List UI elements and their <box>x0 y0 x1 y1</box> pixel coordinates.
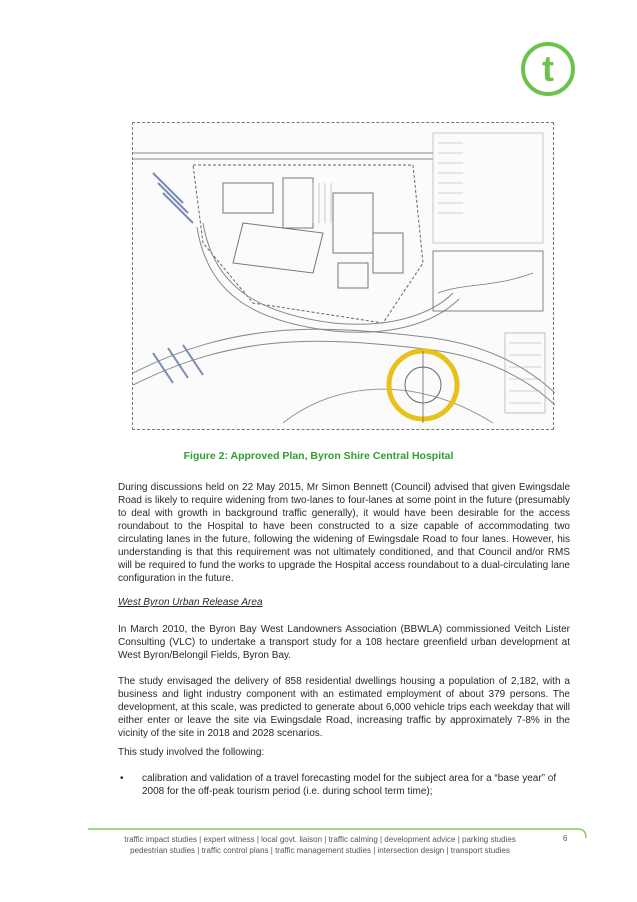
site-plan-drawing <box>133 123 555 431</box>
study-tasks-list <box>118 772 570 798</box>
paragraph-study-intro: This study involved the following: <box>118 747 265 758</box>
footer-services <box>100 834 540 856</box>
section-heading-west-byron: West Byron Urban Release Area <box>118 597 263 608</box>
company-logo <box>521 42 575 96</box>
bullet-icon: • <box>120 773 124 784</box>
list-item-text: calibration and validation of a travel forecasting model for the subject area for a “base year” of 2008 for the off-peak tourism period (i.e. during school term time); <box>142 773 557 797</box>
approved-plan-figure <box>132 122 554 430</box>
footer-line-1: traffic impact studies | expert witness | local govt. liaison | traffic calming | development advice | parking studies <box>124 835 516 844</box>
paragraph-study-findings: The study envisaged the delivery of 858 residential dwellings housing a population of 2,182, with a business and light industry component with an estimated employment of about 379 persons. The development, at this scale, was predicted to generate about 6,000 vehicle trips each weekday that will either enter or leave the site via Ewingsdale Road, increasing traffic by approximately 7-8% in the vicinity of the site in 2018 and 2028 scenarios. <box>118 676 570 739</box>
list-item <box>118 772 570 798</box>
logo-letter: t <box>542 48 554 89</box>
page-number: 6 <box>563 834 568 843</box>
paragraph-transport-study: In March 2010, the Byron Bay West Landowners Association (BBWLA) commissioned Veitch Lister Consulting (VLC) to undertake a transport study for a 108 hectare greenfield urban development at West Byron/Belongil Fields, Byron Bay. <box>118 624 570 661</box>
footer-line-2: pedestrian studies | traffic control plans | traffic management studies | intersection design | transport studies <box>130 846 510 855</box>
paragraph-council-discussion: During discussions held on 22 May 2015, Mr Simon Bennett (Council) advised that given Ewingsdale Road is likely to require widening from two-lanes to four-lanes at some point in the future (presumably to deal with growth in background traffic generally), it would have been desirable for the access roundabout to the Hospital to have been constructed to a size capable of accommodating two circulating lanes in the future, following the widening of Ewingsdale Road to four lanes. However, his understanding is that this requirement was not ultimately conditioned, and that Council and/or RMS will be required to fund the works to upgrade the Hospital access roundabout to a dual-circulating lane configuration in the future. <box>118 482 570 584</box>
figure-caption: Figure 2: Approved Plan, Byron Shire Central Hospital <box>183 450 454 462</box>
